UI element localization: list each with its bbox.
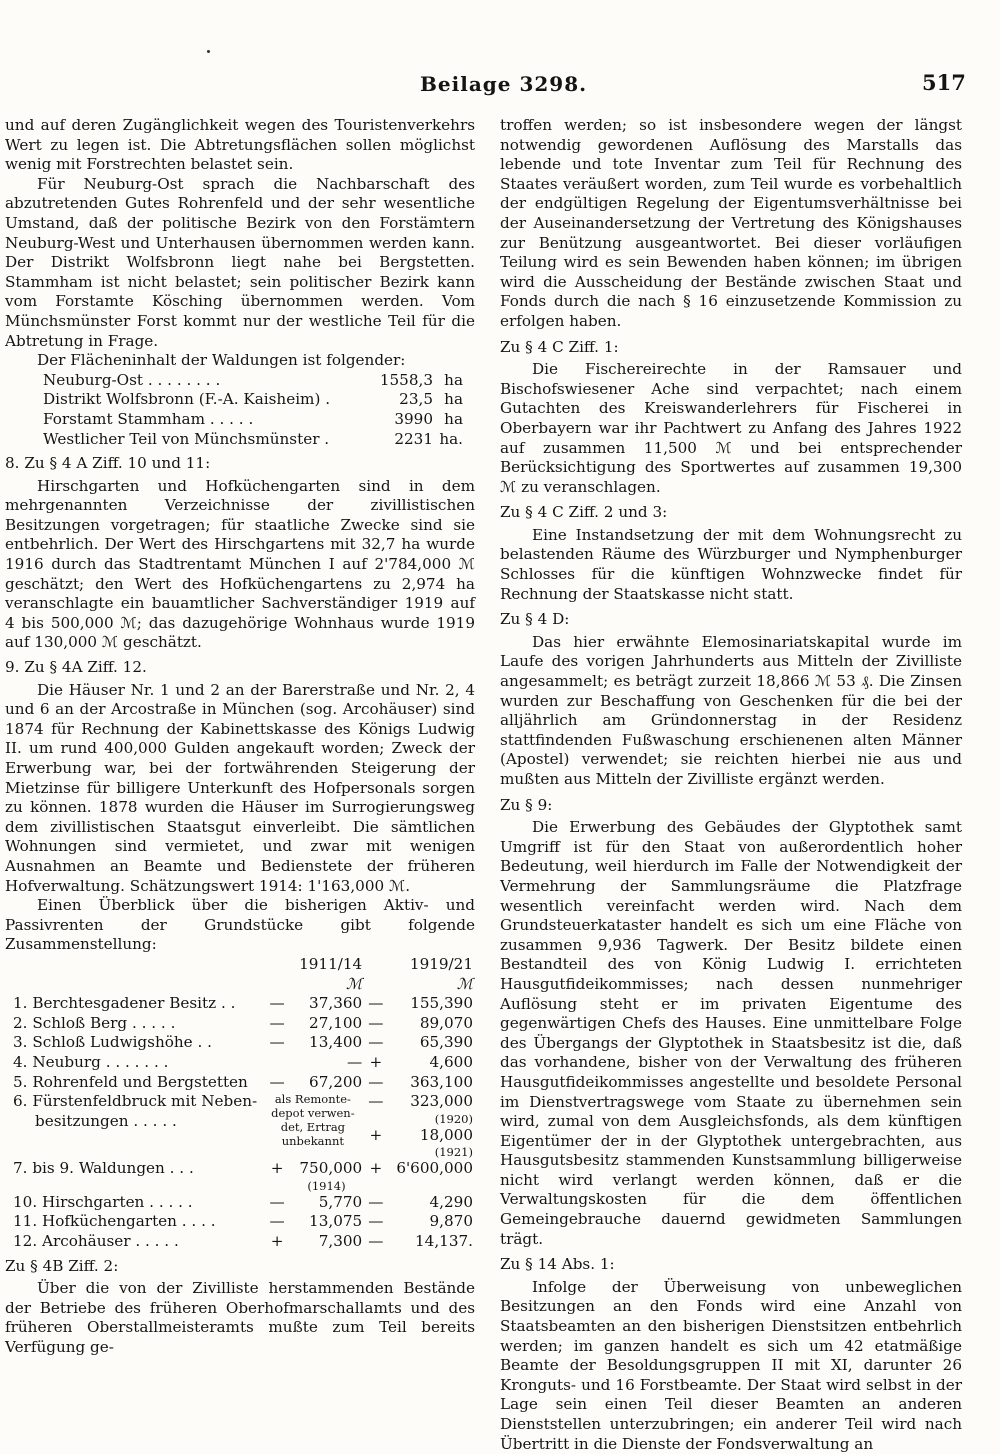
value-1911: 27,100 [309, 1013, 363, 1032]
sign: — [368, 994, 384, 1013]
running-title: Beilage 3298. [420, 72, 588, 96]
paragraph: Einen Überblick über die bisherigen Aktiv- und Passivrenten der Grundstücke gibt folgende Zusammenstellung: [5, 896, 475, 954]
table-row [5, 1092, 473, 1159]
area-label: Distrikt Wolfsbronn (F.-A. Kaisheim) . [43, 390, 331, 409]
table-row [5, 1159, 473, 1193]
table-row [5, 1232, 473, 1252]
value-1919: 6'600,000 [396, 1159, 473, 1178]
area-unit: ha [444, 370, 463, 389]
table-row [5, 1193, 473, 1213]
row-label-line: 6. Fürstenfeldbruck mit Neben- [13, 1092, 258, 1111]
row-label: 2. Schloß Berg . . . . . [13, 1013, 176, 1032]
row-label: 1. Berchtesgadener Besitz . . [13, 994, 236, 1013]
paragraph: troffen werden; so ist insbesondere wegen der längst notwendig gewordenen Auflösung des Marstalls das lebende und tote Inventar zum Teil für Rechnung des Staates veräußert worden, zum Teil wurde es vorbehaltlich der endgültigen Regelung der Eigentumsverhältnisse bei der Auseinandersetzung der Vertretung des Königshauses zur Benützung ausgeantwortet. Bei dieser vorläufigen Teilung wird es sein Bewenden haben können; im übrigen wird die Ausscheidung der Bestände zwischen Staat und Fonds durch die nach § 16 einzusetzende Kommission zu erfolgen haben. [500, 116, 962, 330]
value-1911: 13,400 [309, 1033, 363, 1052]
row-note [264, 1092, 363, 1159]
print-speck [207, 50, 210, 53]
value-1911: 37,360 [309, 994, 363, 1013]
value-1919: 89,070 [419, 1013, 473, 1032]
page-header [0, 62, 1000, 102]
paragraph: Die Fischereirechte in der Ramsauer und Bischofswiesener Ache sind verpachtet; nach einem Gutachten des Kreiswanderlehrers für Fischerei in Oberbayern war ihr Pachtwert zu Anfang des Jahres 1922 auf zusammen 11,500 ℳ und bei entsprechender Berücksichtigung des Sportwertes auf zusammen 19,300 ℳ zu veranschlagen. [500, 360, 962, 496]
sign: + [369, 1125, 383, 1144]
paragraph: Der Flächeninhalt der Waldungen ist folgender: [37, 351, 406, 370]
sign: + [270, 1232, 284, 1251]
table-unit-row [5, 975, 473, 995]
sign: — [368, 1033, 384, 1052]
table-header-row [5, 955, 473, 975]
table-row [5, 994, 473, 1014]
area-value: 3990 [394, 409, 433, 428]
table-row [5, 1212, 473, 1232]
note-line: depot verwen- [271, 1106, 355, 1121]
year-note: (1914) [307, 1178, 346, 1193]
value-1919: 323,000 [410, 1092, 473, 1111]
table-row [43, 371, 463, 391]
section-heading: 9. Zu § 4A Ziff. 12. [5, 658, 147, 677]
paragraph: Das hier erwähnte Elemosinariatskapital wurde im Laufe des vorigen Jahrhunderts aus Mitteln der Zivilliste angesammelt; es beträgt zurzeit 18,866 ℳ 53 ₰. Die Zinsen wurden zur Beschaffung von Geschenken für die bei der alljährlich am Gründonnerstag in der Residenz stattfindenden Fußwaschung erschienenen alten Männer (Apostel) verwendet; sie reichten hierbei nie aus und mußten aus Mitteln der Zivilliste ergänzt werden. [500, 632, 962, 788]
paragraph: Über die von der Zivilliste herstammenden Bestände der Betriebe des früheren Oberhofmarschallamts und des früheren Oberstallmeisteramts mußte zum Teil bereits Verfügung ge- [5, 1279, 475, 1357]
area-value: 1558,3 [379, 370, 433, 389]
row-label: 12. Arcohäuser . . . . . [13, 1232, 179, 1251]
area-label: Forstamt Stammham . . . . . [43, 409, 254, 428]
area-unit: ha [444, 409, 463, 428]
paragraph: und auf deren Zugänglichkeit wegen des Touristenverkehrs Wert zu legen ist. Die Abtretungsflächen sollen möglichst wenig mit Forstrechten belastet sein. [5, 116, 475, 174]
table-row [5, 1073, 473, 1093]
sign: — [269, 1072, 285, 1091]
section-heading: Zu § 4 D: [500, 610, 570, 629]
section-heading: Zu § 4 C Ziff. 2 und 3: [500, 503, 668, 522]
sign: + [270, 1159, 284, 1178]
sign: — [269, 1033, 285, 1052]
value-1911: — [347, 1052, 363, 1071]
sign: — [269, 1013, 285, 1032]
row-label: 5. Rohrenfeld und Bergstetten [13, 1072, 248, 1091]
section-heading: Zu § 9: [500, 795, 553, 814]
table-row [5, 1014, 473, 1034]
row-label [5, 1092, 264, 1159]
paragraph: Infolge der Überweisung von unbeweglichen Besitzungen an den Fonds wird eine Anzahl von Staatsbeamten an den bisherigen Dienstsitzen entbehrlich werden; im ganzen handelt es sich um 42 etatmäßige Beamte der Besoldungsgruppen II mit XI, darunter 26 Kronguts- und 16 Forstbeamte. Der Staat wird selbst in der Lage sein einen Teil dieser Beamten an anderen Dienststellen unterzubringen; ein anderer Teil wird nach Übertritt in die Dienste der Fondsverwaltung an [500, 1277, 962, 1453]
area-value: 23,5 [399, 390, 433, 409]
table-row [5, 1033, 473, 1053]
row-label: 4. Neuburg . . . . . . . [13, 1052, 169, 1071]
section-heading: Zu § 14 Abs. 1: [500, 1255, 615, 1274]
value-1919: 18,000 [419, 1125, 473, 1144]
section-heading: Zu § 4 C Ziff. 1: [500, 337, 619, 356]
sign-cell [362, 1092, 389, 1159]
paragraph: Hirschgarten und Hofküchengarten sind in dem mehrgenannten Verzeichnisse der zivillistischen Besitzungen vorgetragen; für staatliche Zwecke sind sie entbehrlich. Der Wert des Hirschgartens mit 32,7 ha wurde 1916 durch das Stadtrentamt München I auf 2'784,000 ℳ geschätzt; den Wert des Hofküchengartens zu 2,974 ha veranschlagte ein bauamtlicher Sachverständiger 1919 auf 4 bis 500,000 ℳ; das dazugehörige Wohnhaus wurde 1919 auf 130,000 ℳ geschätzt. [5, 476, 475, 652]
table-row [43, 390, 463, 410]
column-header: 1911/14 [299, 954, 363, 973]
area-value: 2231 [394, 429, 433, 448]
value-cell [389, 1092, 473, 1159]
area-unit: ha. [439, 429, 463, 448]
row-label-line: besitzungen . . . . . [35, 1111, 177, 1130]
sign [264, 1053, 291, 1073]
table-row [43, 410, 463, 430]
sign: + [369, 1052, 383, 1071]
year-note: (1920) [434, 1111, 473, 1126]
section-heading: 8. Zu § 4 A Ziff. 10 und 11: [5, 454, 211, 473]
sign: — [269, 1192, 285, 1211]
year-note: (1921) [434, 1145, 473, 1160]
value-1911: 13,075 [309, 1212, 363, 1231]
row-label: 3. Schloß Ludwigshöhe . . [13, 1033, 212, 1052]
paragraph: Für Neuburg-Ost sprach die Nachbarschaft des abzutretenden Gutes Rohrenfeld und der sehr wesentliche Umstand, daß der politische Bezirk von den Forstämtern Neuburg-West und Unterhausen übernommen werden kann. Der Distrikt Wolfsbronn liegt nahe bei Bergstetten. Stammham ist nicht belastet; sein politischer Bezirk kann vom Forstamte Kösching übernommen werden. Vom Münchsmünster Forst kommt nur der westliche Teil für die Abtretung in Frage. [5, 174, 475, 350]
value-cell [291, 1159, 362, 1193]
note-line: als Remonte- [274, 1092, 351, 1107]
sign: — [269, 994, 285, 1013]
sign: — [368, 1092, 384, 1111]
value-1919: 363,100 [410, 1072, 473, 1091]
section-heading: Zu § 4B Ziff. 2: [5, 1256, 119, 1275]
table-row [43, 430, 463, 450]
sign: + [369, 1159, 383, 1178]
sign: — [368, 1013, 384, 1032]
paragraph: Eine Instandsetzung der mit dem Wohnungsrecht zu belastenden Räume des Würzburger und Nymphenburger Schlosses für die künftigen Wohnzwecke findet für Rechnung der Staatskasse nicht statt. [500, 525, 962, 603]
column-unit: ℳ [345, 974, 363, 993]
value-1919: 9,870 [429, 1212, 473, 1231]
value-1911: 7,300 [318, 1232, 363, 1251]
property-rents-table [5, 955, 473, 1252]
value-1911: 750,000 [299, 1159, 363, 1178]
value-1919: 4,290 [429, 1192, 473, 1211]
column-unit: ℳ [456, 974, 473, 993]
value-1911: 67,200 [309, 1072, 363, 1091]
area-unit: ha [444, 390, 463, 409]
row-label: 10. Hirschgarten . . . . . [13, 1192, 193, 1211]
value-1919: 155,390 [410, 994, 473, 1013]
sign: — [368, 1212, 384, 1231]
value-1911: 5,770 [318, 1192, 363, 1211]
sign: — [269, 1212, 285, 1231]
table-row [5, 1053, 473, 1073]
area-label: Westlicher Teil von Münchsmünster . [43, 429, 330, 448]
paragraph: Die Häuser Nr. 1 und 2 an der Barerstraße und Nr. 2, 4 und 6 an der Arcostraße in München (sog. Arcohäuser) sind 1874 für Rechnung der Kabinettskasse des Königs Ludwig II. um rund 400,000 Gulden angekauft worden; Zweck der Erwerbung war, bei der fortwährenden Steigerung der Mietzinse für billigere Unterkunft des Hofpersonals sorgen zu können. 1878 wurden die Häuser im Surrogierungsweg dem zivillistischen Staatsgut einverleibt. Die sämtlichen Wohnungen sind vermietet, und zwar mit wenigen Ausnahmen an Beamte und Bedienstete der früheren Hofverwaltung. Schätzungswert 1914: 1'163,000 ℳ. [5, 680, 475, 895]
note-line: unbekannt [281, 1134, 344, 1149]
sign: — [368, 1232, 384, 1251]
value-1919: 4,600 [429, 1052, 473, 1071]
left-column [5, 116, 475, 1358]
area-label: Neuburg-Ost . . . . . . . . [43, 370, 221, 389]
row-label: 7. bis 9. Waldungen . . . [13, 1159, 194, 1178]
area-table [43, 371, 463, 449]
paragraph: Die Erwerbung des Gebäudes der Glyptothek samt Umgriff ist für den Staat von außerordentlich hoher Bedeutung, weil hierdurch im Falle der Notwendigkeit der Vermehrung der Sammlungsräume die Platzfrage wesentlich vereinfacht werden wird. Nach dem Grundsteuerkataster handelt es sich um eine Fläche von zusammen 9,936 Tagwerk. Der Besitz bildete einen Bestandteil des von König Ludwig I. errichteten Hausgutfideikommisses; nach dessen nunmehriger Auflösung steht er im privaten Eigentume des gegenwärtigen Chefs des Hauses. Eine unmittelbare Folge des Übergangs der Glyptothek in Staatsbesitz ist die, daß das vorhandene, bisher von der Verwaltung des früheren Hausgutfideikommisses angestellte und besoldete Personal im Dienstvertragswege vom Staate zu übernehmen sein wird, zumal von dem Ausgleichsfonds, als dem künftigen Eigentümer der in der Glyptothek untergebrachten, aus Hausgutsbesitz stammenden Kunstsammlung billigerweise nicht wird verlangt werden können, daß er die Verwaltungskosten für die dem öffentlichen Gemeingebrauche dauernd gewidmeten Sammlungen trägt. [500, 818, 962, 1248]
value-1919: 14,137. [415, 1232, 473, 1251]
sign: — [368, 1072, 384, 1091]
right-column [500, 116, 962, 1454]
value-1919: 65,390 [419, 1033, 473, 1052]
row-label: 11. Hofküchengarten . . . . [13, 1212, 216, 1231]
page-number: 517 [922, 70, 966, 95]
note-line: det, Ertrag [280, 1120, 346, 1135]
column-header: 1919/21 [409, 954, 473, 973]
sign: — [368, 1192, 384, 1211]
